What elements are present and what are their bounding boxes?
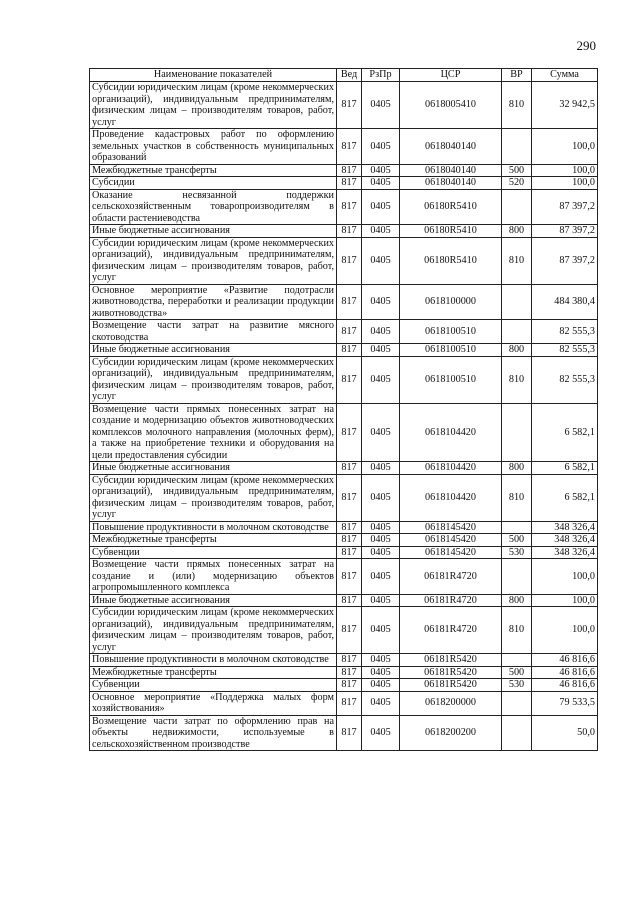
cell-vr	[502, 559, 532, 595]
cell-rzpr: 0405	[362, 284, 400, 320]
cell-sum: 6 582,1	[532, 462, 598, 475]
cell-sum: 82 555,3	[532, 356, 598, 403]
cell-ved: 817	[337, 521, 362, 534]
cell-sum: 100,0	[532, 594, 598, 607]
cell-csr: 06180R5410	[400, 237, 502, 284]
cell-rzpr: 0405	[362, 225, 400, 238]
cell-ved: 817	[337, 607, 362, 654]
cell-vr	[502, 320, 532, 344]
cell-sum: 6 582,1	[532, 474, 598, 521]
cell-sum: 348 326,4	[532, 546, 598, 559]
cell-csr: 0618040140	[400, 164, 502, 177]
cell-csr: 06181R4720	[400, 607, 502, 654]
cell-sum: 32 942,5	[532, 82, 598, 129]
cell-name: Субсидии юридическим лицам (кроме некоммерческих организаций), индивидуальным предпринимателям, физическим лицам – производителям товаров, работ, услуг	[90, 237, 337, 284]
cell-vr	[502, 284, 532, 320]
cell-ved: 817	[337, 320, 362, 344]
cell-csr: 0618040140	[400, 129, 502, 165]
cell-vr: 810	[502, 607, 532, 654]
cell-name: Межбюджетные трансферты	[90, 666, 337, 679]
cell-csr: 06181R4720	[400, 559, 502, 595]
cell-name: Повышение продуктивности в молочном скотоводстве	[90, 654, 337, 667]
table-row	[90, 521, 598, 534]
header-name: Наименование показателей	[90, 69, 337, 82]
cell-csr: 06180R5410	[400, 225, 502, 238]
cell-csr: 06181R4720	[400, 594, 502, 607]
cell-csr: 0618200200	[400, 715, 502, 751]
cell-ved: 817	[337, 164, 362, 177]
cell-csr: 0618200000	[400, 691, 502, 715]
cell-sum: 100,0	[532, 607, 598, 654]
cell-csr: 0618100510	[400, 344, 502, 357]
cell-ved: 817	[337, 546, 362, 559]
cell-rzpr: 0405	[362, 666, 400, 679]
cell-ved: 817	[337, 559, 362, 595]
table-body	[90, 82, 598, 751]
table-row	[90, 679, 598, 692]
cell-rzpr: 0405	[362, 691, 400, 715]
cell-name: Иные бюджетные ассигнования	[90, 594, 337, 607]
cell-name: Субсидии юридическим лицам (кроме некоммерческих организаций), индивидуальным предпринимателям, физическим лицам – производителям товаров, работ, услуг	[90, 356, 337, 403]
cell-csr: 0618040140	[400, 177, 502, 190]
cell-csr: 0618145420	[400, 521, 502, 534]
cell-sum: 484 380,4	[532, 284, 598, 320]
cell-rzpr: 0405	[362, 320, 400, 344]
cell-rzpr: 0405	[362, 594, 400, 607]
cell-rzpr: 0405	[362, 403, 400, 462]
cell-vr: 810	[502, 82, 532, 129]
table-row	[90, 474, 598, 521]
cell-sum: 50,0	[532, 715, 598, 751]
cell-sum: 348 326,4	[532, 521, 598, 534]
cell-sum: 87 397,2	[532, 189, 598, 225]
table-row	[90, 691, 598, 715]
cell-name: Межбюджетные трансферты	[90, 534, 337, 547]
header-ved: Вед	[337, 69, 362, 82]
cell-ved: 817	[337, 715, 362, 751]
cell-vr: 530	[502, 679, 532, 692]
cell-name: Проведение кадастровых работ по оформлению земельных участков в собственность муниципальных образований	[90, 129, 337, 165]
cell-csr: 0618100510	[400, 320, 502, 344]
cell-sum: 82 555,3	[532, 320, 598, 344]
cell-rzpr: 0405	[362, 715, 400, 751]
cell-csr: 0618145420	[400, 534, 502, 547]
cell-ved: 817	[337, 666, 362, 679]
cell-name: Субвенции	[90, 679, 337, 692]
cell-vr	[502, 189, 532, 225]
cell-rzpr: 0405	[362, 534, 400, 547]
table-row	[90, 129, 598, 165]
cell-name: Иные бюджетные ассигнования	[90, 225, 337, 238]
cell-ved: 817	[337, 344, 362, 357]
table-row	[90, 715, 598, 751]
cell-rzpr: 0405	[362, 521, 400, 534]
cell-rzpr: 0405	[362, 654, 400, 667]
table-row	[90, 164, 598, 177]
header-csr: ЦСР	[400, 69, 502, 82]
cell-vr: 800	[502, 594, 532, 607]
cell-name: Субсидии	[90, 177, 337, 190]
table-row	[90, 559, 598, 595]
cell-ved: 817	[337, 534, 362, 547]
cell-name: Иные бюджетные ассигнования	[90, 344, 337, 357]
cell-vr: 810	[502, 237, 532, 284]
cell-ved: 817	[337, 189, 362, 225]
cell-ved: 817	[337, 462, 362, 475]
cell-name: Субсидии юридическим лицам (кроме некоммерческих организаций), индивидуальным предпринимателям, физическим лицам – производителям товаров, работ, услуг	[90, 607, 337, 654]
cell-sum: 46 816,6	[532, 666, 598, 679]
table-row	[90, 356, 598, 403]
table-row	[90, 534, 598, 547]
cell-name: Субвенции	[90, 546, 337, 559]
table-row	[90, 320, 598, 344]
table-row	[90, 546, 598, 559]
cell-sum: 87 397,2	[532, 237, 598, 284]
cell-name: Возмещение части затрат на развитие мясного скотоводства	[90, 320, 337, 344]
cell-vr: 800	[502, 225, 532, 238]
cell-vr: 520	[502, 177, 532, 190]
cell-name: Субсидии юридическим лицам (кроме некоммерческих организаций), индивидуальным предпринимателям, физическим лицам – производителям товаров, работ, услуг	[90, 82, 337, 129]
cell-name: Возмещение части затрат по оформлению прав на объекты недвижимости, используемые в сельскохозяйственном производстве	[90, 715, 337, 751]
table-row	[90, 403, 598, 462]
cell-ved: 817	[337, 284, 362, 320]
table-row	[90, 594, 598, 607]
cell-name: Оказание несвязанной поддержки сельскохозяйственным товаропроизводителям в области растениеводства	[90, 189, 337, 225]
table-row	[90, 344, 598, 357]
cell-csr: 0618005410	[400, 82, 502, 129]
cell-csr: 0618145420	[400, 546, 502, 559]
cell-name: Иные бюджетные ассигнования	[90, 462, 337, 475]
cell-name: Повышение продуктивности в молочном скотоводстве	[90, 521, 337, 534]
cell-name: Субсидии юридическим лицам (кроме некоммерческих организаций), индивидуальным предпринимателям, физическим лицам – производителям товаров, работ, услуг	[90, 474, 337, 521]
cell-csr: 06181R5420	[400, 679, 502, 692]
cell-sum: 6 582,1	[532, 403, 598, 462]
cell-ved: 817	[337, 691, 362, 715]
cell-sum: 79 533,5	[532, 691, 598, 715]
cell-ved: 817	[337, 129, 362, 165]
cell-sum: 100,0	[532, 129, 598, 165]
cell-vr	[502, 129, 532, 165]
table-row	[90, 189, 598, 225]
cell-rzpr: 0405	[362, 546, 400, 559]
cell-rzpr: 0405	[362, 607, 400, 654]
table-row	[90, 654, 598, 667]
cell-rzpr: 0405	[362, 356, 400, 403]
cell-vr: 500	[502, 164, 532, 177]
cell-ved: 817	[337, 237, 362, 284]
cell-ved: 817	[337, 225, 362, 238]
cell-rzpr: 0405	[362, 462, 400, 475]
cell-sum: 348 326,4	[532, 534, 598, 547]
cell-rzpr: 0405	[362, 237, 400, 284]
cell-name: Возмещение части прямых понесенных затрат на создание и (или) модернизацию объектов агропромышленного комплекса	[90, 559, 337, 595]
cell-csr: 06181R5420	[400, 654, 502, 667]
header-vr: ВР	[502, 69, 532, 82]
cell-sum: 100,0	[532, 559, 598, 595]
page-number: 290	[576, 38, 596, 53]
cell-vr	[502, 654, 532, 667]
table-row	[90, 82, 598, 129]
table-row	[90, 666, 598, 679]
cell-sum: 46 816,6	[532, 654, 598, 667]
cell-ved: 817	[337, 679, 362, 692]
cell-ved: 817	[337, 474, 362, 521]
cell-csr: 0618104420	[400, 474, 502, 521]
cell-vr	[502, 715, 532, 751]
cell-rzpr: 0405	[362, 679, 400, 692]
cell-sum: 100,0	[532, 164, 598, 177]
cell-ved: 817	[337, 356, 362, 403]
table-row	[90, 237, 598, 284]
cell-rzpr: 0405	[362, 129, 400, 165]
cell-vr: 500	[502, 534, 532, 547]
cell-csr: 0618100000	[400, 284, 502, 320]
cell-rzpr: 0405	[362, 559, 400, 595]
cell-ved: 817	[337, 177, 362, 190]
cell-csr: 06181R5420	[400, 666, 502, 679]
cell-vr	[502, 521, 532, 534]
cell-ved: 817	[337, 82, 362, 129]
cell-ved: 817	[337, 594, 362, 607]
budget-table	[89, 68, 598, 751]
cell-sum: 87 397,2	[532, 225, 598, 238]
cell-name: Возмещение части прямых понесенных затрат на создание и модернизацию объектов животноводческих комплексов молочного направления (молочных ферм), а также на приобретение техники и оборудования на цели предоставления субсидии	[90, 403, 337, 462]
cell-sum: 82 555,3	[532, 344, 598, 357]
cell-name: Основное мероприятие «Поддержка малых форм хозяйствования»	[90, 691, 337, 715]
cell-vr: 500	[502, 666, 532, 679]
table-row	[90, 225, 598, 238]
table-row	[90, 177, 598, 190]
cell-name: Межбюджетные трансферты	[90, 164, 337, 177]
table-row	[90, 284, 598, 320]
cell-vr: 530	[502, 546, 532, 559]
cell-ved: 817	[337, 403, 362, 462]
cell-vr: 800	[502, 462, 532, 475]
cell-csr: 0618104420	[400, 462, 502, 475]
cell-sum: 46 816,6	[532, 679, 598, 692]
cell-name: Основное мероприятие «Развитие подотрасли животноводства, переработки и реализации продукции животноводства»	[90, 284, 337, 320]
table-header-row	[90, 69, 598, 82]
cell-vr: 800	[502, 344, 532, 357]
cell-vr: 810	[502, 356, 532, 403]
cell-vr: 810	[502, 474, 532, 521]
header-sum: Сумма	[532, 69, 598, 82]
table-row	[90, 462, 598, 475]
cell-sum: 100,0	[532, 177, 598, 190]
table-row	[90, 607, 598, 654]
header-rzpr: РзПр	[362, 69, 400, 82]
cell-ved: 817	[337, 654, 362, 667]
cell-rzpr: 0405	[362, 189, 400, 225]
cell-vr	[502, 403, 532, 462]
cell-rzpr: 0405	[362, 344, 400, 357]
cell-rzpr: 0405	[362, 82, 400, 129]
cell-vr	[502, 691, 532, 715]
cell-rzpr: 0405	[362, 474, 400, 521]
cell-csr: 0618100510	[400, 356, 502, 403]
cell-csr: 06180R5410	[400, 189, 502, 225]
cell-rzpr: 0405	[362, 177, 400, 190]
cell-rzpr: 0405	[362, 164, 400, 177]
cell-csr: 0618104420	[400, 403, 502, 462]
